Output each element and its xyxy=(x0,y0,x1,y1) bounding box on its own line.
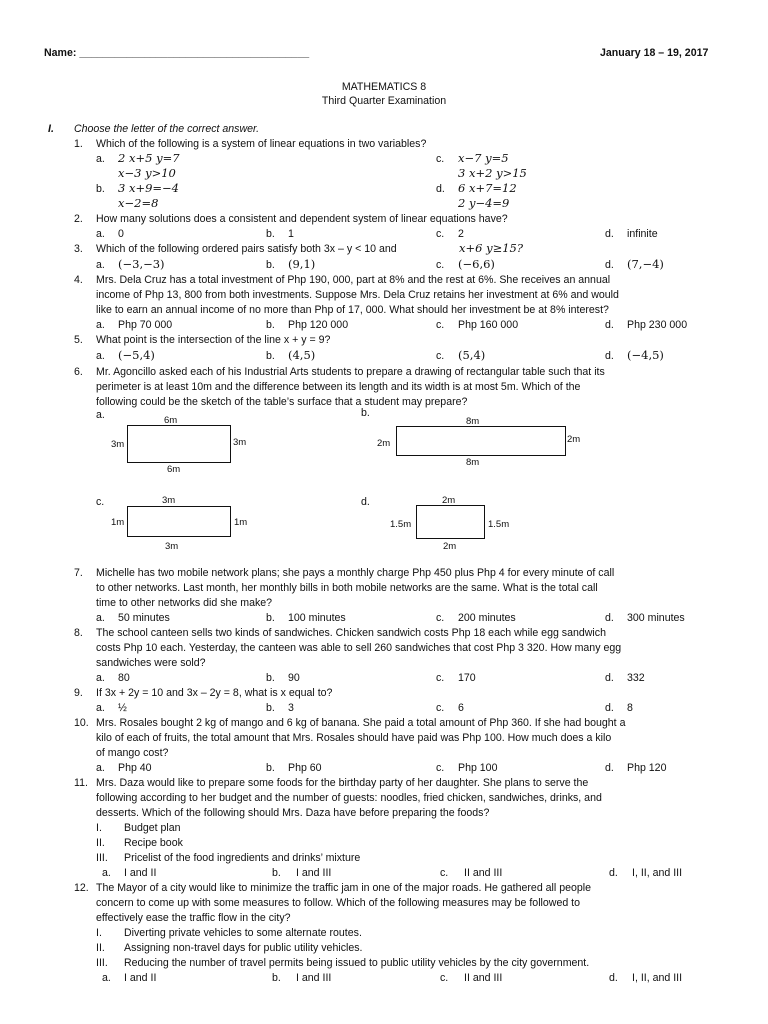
q7-letter-a: a. xyxy=(96,612,105,624)
q11-item-2: Recipe book xyxy=(124,837,183,849)
q4-number: 4. xyxy=(74,274,83,286)
q10-letter-d: d. xyxy=(605,762,614,774)
q5-choice-b: (4,5) xyxy=(288,348,316,362)
q9-choice-b: 3 xyxy=(288,702,294,714)
q3-text: Which of the following ordered pairs satisfy both 3x – y < 10 and xyxy=(96,243,397,255)
q2-choice-d: infinite xyxy=(627,228,658,240)
q3-inequality: x+6 y≥15? xyxy=(459,241,524,255)
q1-letter-d: d. xyxy=(436,183,445,195)
name-field-label: Name: _______________________________________ xyxy=(44,47,310,59)
q11-text-line3: desserts. Which of the following should Mrs. Daza have before preparing the foods? xyxy=(96,807,490,819)
q10-letter-c: c. xyxy=(436,762,445,774)
q2-number: 2. xyxy=(74,213,83,225)
q6-text-line1: Mr. Agoncillo asked each of his Industrial Arts students to prepare a drawing of rectangular table such that its xyxy=(96,366,605,378)
exam-subject: MATHEMATICS 8 xyxy=(341,81,427,93)
q9-number: 9. xyxy=(74,687,83,699)
q10-text-line1: Mrs. Rosales bought 2 kg of mango and 6 kg of banana. She paid a total amount of Php 360. If she had bought a xyxy=(96,717,626,729)
q7-choice-b: 100 minutes xyxy=(288,612,346,624)
section-instruction: Choose the letter of the correct answer. xyxy=(74,123,260,135)
q7-choice-a: 50 minutes xyxy=(118,612,170,624)
q11-letter-d: d. xyxy=(609,867,618,879)
q8-letter-d: d. xyxy=(605,672,614,684)
q12-choice-d: I, II, and III xyxy=(632,972,683,984)
q9-choice-c: 6 xyxy=(458,702,464,714)
q12-item-3: Reducing the number of travel permits being issued to public utility vehicles by the city government. xyxy=(124,957,590,969)
q9-letter-b: b. xyxy=(266,702,275,714)
q1-letter-c: c. xyxy=(436,153,445,165)
q12-letter-c: c. xyxy=(440,972,449,984)
q6-figure-a-letter: a. xyxy=(96,409,105,421)
q12-roman-2: II. xyxy=(96,942,105,954)
q7-text-line2: to other networks. Last month, her monthly bills in both mobile networks are the same. What is the total call xyxy=(96,582,598,594)
q11-letter-b: b. xyxy=(272,867,281,879)
q2-choice-c: 2 xyxy=(458,228,464,240)
q5-letter-a: a. xyxy=(96,350,105,362)
q3-choice-b: (9,1) xyxy=(288,257,316,271)
q3-letter-c: c. xyxy=(436,259,445,271)
q5-choice-a: (−5,4) xyxy=(118,348,155,362)
q12-letter-a: a. xyxy=(102,972,111,984)
q2-letter-a: a. xyxy=(96,228,105,240)
q6-figure-c-right-label: 1m xyxy=(234,517,248,528)
q4-letter-c: c. xyxy=(436,319,445,331)
q5-letter-b: b. xyxy=(266,350,275,362)
q12-letter-d: d. xyxy=(609,972,618,984)
q7-number: 7. xyxy=(74,567,83,579)
q10-text-line2: kilo of each of fruits, the total amount that Mrs. Rosales should have paid was Php 100. How much does a kilo xyxy=(96,732,612,744)
q8-text-line1: The school canteen sells two kinds of sandwiches. Chicken sandwich costs Php 18 each while egg sandwich xyxy=(96,627,606,639)
q11-letter-c: c. xyxy=(440,867,449,879)
exam-title: Third Quarter Examination xyxy=(321,95,447,107)
q12-text-line1: The Mayor of a city would like to minimize the traffic jam in one of the major roads. He gathered all people xyxy=(96,882,592,894)
q6-figure-a-left-label: 3m xyxy=(111,439,125,450)
q6-figure-d-bottom-label: 2m xyxy=(443,541,457,552)
q3-choice-c: (−6,6) xyxy=(458,257,495,271)
q10-text-line3: of mango cost? xyxy=(96,747,169,759)
q3-number: 3. xyxy=(74,243,83,255)
q7-letter-b: b. xyxy=(266,612,275,624)
q6-figure-c-top-label: 3m xyxy=(162,495,176,506)
q6-text-line2: perimeter is at least 10m and the difference between its length and its width is at most 5m. Which of the xyxy=(96,381,581,393)
q8-number: 8. xyxy=(74,627,83,639)
q1-a-eq1: 2 x+5 y=7 xyxy=(118,151,180,165)
q1-a-eq2: x−3 y>10 xyxy=(118,166,176,180)
q9-text: If 3x + 2y = 10 and 3x – 2y = 8, what is x equal to? xyxy=(96,687,333,699)
q1-letter-b: b. xyxy=(96,183,105,195)
q12-text-line3: effectively ease the traffic flow in the city? xyxy=(96,912,291,924)
q10-choice-a: Php 40 xyxy=(118,762,152,774)
q6-figure-b-left-label: 2m xyxy=(377,438,391,449)
q10-choice-d: Php 120 xyxy=(627,762,667,774)
q11-choice-b: I and III xyxy=(296,867,332,879)
q5-text: What point is the intersection of the line x + y = 9? xyxy=(96,334,331,346)
q6-figure-b-rectangle xyxy=(396,426,566,456)
q6-figure-c-bottom-label: 3m xyxy=(165,541,179,552)
q8-choice-c: 170 xyxy=(458,672,476,684)
q1-c-eq2: 3 x+2 y>15 xyxy=(458,166,527,180)
q4-choice-b: Php 120 000 xyxy=(288,319,349,331)
q6-figure-d-top-label: 2m xyxy=(442,495,456,506)
q6-figure-a-bottom-label: 6m xyxy=(167,464,181,475)
q12-choice-b: I and III xyxy=(296,972,332,984)
q6-figure-d-left-label: 1.5m xyxy=(390,519,412,530)
q6-figure-b-letter: b. xyxy=(361,407,370,419)
q6-figure-d-right-label: 1.5m xyxy=(488,519,510,530)
q4-letter-a: a. xyxy=(96,319,105,331)
q11-text-line1: Mrs. Daza would like to prepare some foods for the birthday party of her daughter. She plans to serve the xyxy=(96,777,589,789)
q4-choice-d: Php 230 000 xyxy=(627,319,688,331)
q1-d-eq2: 2 y−4=9 xyxy=(458,196,510,210)
q1-d-eq1: 6 x+7=12 xyxy=(458,181,517,195)
q9-letter-c: c. xyxy=(436,702,445,714)
q11-choice-c: II and III xyxy=(464,867,503,879)
q8-letter-c: c. xyxy=(436,672,445,684)
q5-letter-c: c. xyxy=(436,350,445,362)
q2-choice-b: 1 xyxy=(288,228,294,240)
q12-item-2: Assigning non-travel days for public utility vehicles. xyxy=(124,942,363,954)
q9-choice-a: ½ xyxy=(118,702,127,714)
q7-letter-c: c. xyxy=(436,612,445,624)
q11-choice-d: I, II, and III xyxy=(632,867,683,879)
q1-b-eq1: 3 x+9=−4 xyxy=(118,181,179,195)
q4-choice-c: Php 160 000 xyxy=(458,319,519,331)
q8-choice-d: 332 xyxy=(627,672,645,684)
q6-figure-c-left-label: 1m xyxy=(111,517,125,528)
q12-text-line2: concern to come up with some measures to follow. Which of the following measures may be followed to xyxy=(96,897,581,909)
q6-number: 6. xyxy=(74,366,83,378)
q2-text: How many solutions does a consistent and dependent system of linear equations have? xyxy=(96,213,508,225)
q11-roman-3: III. xyxy=(96,852,108,864)
q1-c-eq1: x−7 y=5 xyxy=(458,151,509,165)
q12-roman-1: I. xyxy=(96,927,102,939)
q3-choice-a: (−3,−3) xyxy=(118,257,165,271)
q5-choice-d: (−4,5) xyxy=(627,348,664,362)
q1-b-eq2: x−2=8 xyxy=(118,196,159,210)
q3-letter-d: d. xyxy=(605,259,614,271)
q5-letter-d: d. xyxy=(605,350,614,362)
q7-choice-c: 200 minutes xyxy=(458,612,516,624)
section-number: I. xyxy=(48,123,54,135)
q6-figure-c-rectangle xyxy=(127,506,231,537)
q6-figure-a-rectangle xyxy=(127,425,231,463)
q7-choice-d: 300 minutes xyxy=(627,612,685,624)
q6-figure-d-letter: d. xyxy=(361,496,370,508)
q1-number: 1. xyxy=(74,138,83,150)
q4-text-line3: like to earn an annual income of no more than Php of 17, 000. What should her investment be at 8% interest? xyxy=(96,304,609,316)
q10-letter-b: b. xyxy=(266,762,275,774)
q10-letter-a: a. xyxy=(96,762,105,774)
q6-figure-a-top-label: 6m xyxy=(164,415,178,426)
q11-choice-a: I and II xyxy=(124,867,157,879)
q6-text-line3: following could be the sketch of the table’s surface that a student may prepare? xyxy=(96,396,468,408)
q9-letter-a: a. xyxy=(96,702,105,714)
q11-item-3: Pricelist of the food ingredients and drinks’ mixture xyxy=(124,852,361,864)
q10-choice-b: Php 60 xyxy=(288,762,322,774)
q6-figure-b-bottom-label: 8m xyxy=(466,457,480,468)
q12-letter-b: b. xyxy=(272,972,281,984)
q7-text-line1: Michelle has two mobile network plans; she pays a monthly charge Php 450 plus Php 4 for every minute of call xyxy=(96,567,615,579)
q6-figure-b-top-label: 8m xyxy=(466,416,480,427)
q12-choice-c: II and III xyxy=(464,972,503,984)
q8-choice-b: 90 xyxy=(288,672,300,684)
q12-number: 12. xyxy=(74,882,89,894)
q6-figure-c-letter: c. xyxy=(96,496,105,508)
q9-letter-d: d. xyxy=(605,702,614,714)
q11-letter-a: a. xyxy=(102,867,111,879)
q7-text-line3: time to other networks did she make? xyxy=(96,597,273,609)
q2-letter-c: c. xyxy=(436,228,445,240)
q11-roman-2: II. xyxy=(96,837,105,849)
q11-item-1: Budget plan xyxy=(124,822,181,834)
q12-choice-a: I and II xyxy=(124,972,157,984)
q11-number: 11. xyxy=(74,777,88,789)
q12-roman-3: III. xyxy=(96,957,108,969)
q7-letter-d: d. xyxy=(605,612,614,624)
q2-letter-b: b. xyxy=(266,228,275,240)
q10-choice-c: Php 100 xyxy=(458,762,498,774)
q6-figure-b-right-label: 2m xyxy=(567,434,581,445)
q5-choice-c: (5,4) xyxy=(458,348,486,362)
q10-number: 10. xyxy=(74,717,89,729)
q8-letter-a: a. xyxy=(96,672,105,684)
q6-figure-a-right-label: 3m xyxy=(233,437,247,448)
q4-choice-a: Php 70 000 xyxy=(118,319,173,331)
q2-letter-d: d. xyxy=(605,228,614,240)
q1-letter-a: a. xyxy=(96,153,105,165)
q4-letter-d: d. xyxy=(605,319,614,331)
q6-figure-d-rectangle xyxy=(416,505,485,539)
q9-choice-d: 8 xyxy=(627,702,633,714)
q3-letter-b: b. xyxy=(266,259,275,271)
exam-date: January 18 – 19, 2017 xyxy=(600,47,709,59)
q4-text-line1: Mrs. Dela Cruz has a total investment of Php 190, 000, part at 8% and the rest at 6%. She receives an annual xyxy=(96,274,611,286)
q1-text: Which of the following is a system of linear equations in two variables? xyxy=(96,138,427,150)
q3-letter-a: a. xyxy=(96,259,105,271)
q12-item-1: Diverting private vehicles to some alternate routes. xyxy=(124,927,362,939)
q4-letter-b: b. xyxy=(266,319,275,331)
q5-number: 5. xyxy=(74,334,83,346)
q8-letter-b: b. xyxy=(266,672,275,684)
q2-choice-a: 0 xyxy=(118,228,124,240)
q11-roman-1: I. xyxy=(96,822,102,834)
q4-text-line2: income of Php 13, 800 from both investments. Suppose Mrs. Dela Cruz retains her investment at 6% and would xyxy=(96,289,619,301)
q11-text-line2: following according to her budget and the number of guests: noodles, fried chicken, sandwiches, drinks, and xyxy=(96,792,602,804)
q8-text-line3: sandwiches were sold? xyxy=(96,657,206,669)
q8-choice-a: 80 xyxy=(118,672,130,684)
q3-choice-d: (7,−4) xyxy=(627,257,664,271)
q8-text-line2: costs Php 10 each. Yesterday, the canteen was able to sell 260 sandwiches that cost Php 3 320. How many egg xyxy=(96,642,622,654)
